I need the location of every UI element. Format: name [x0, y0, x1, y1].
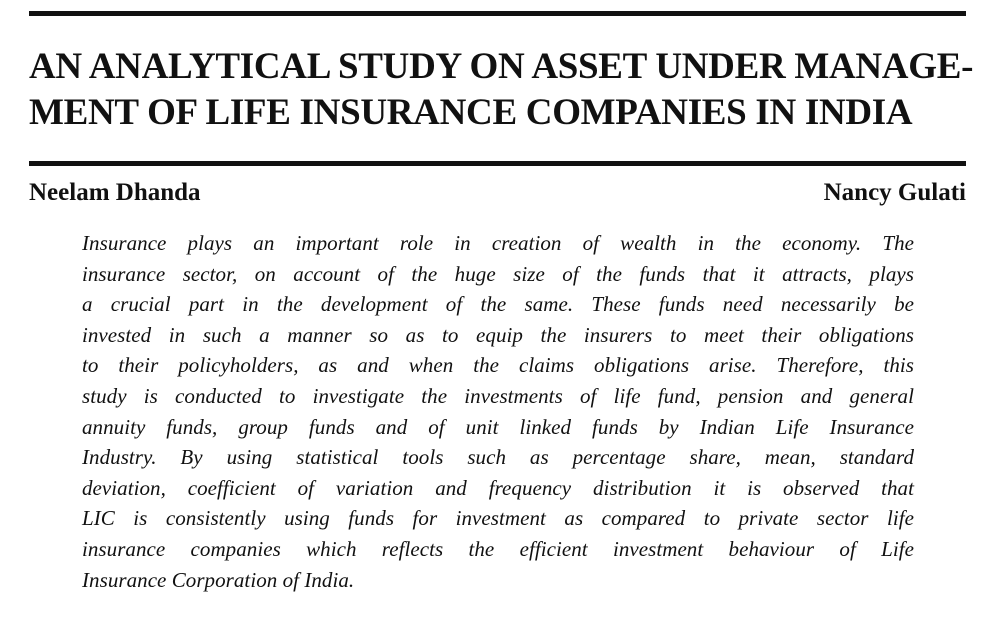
abstract-line: Insurance Corporation of India.	[82, 567, 355, 592]
abstract-line: to their policyholders, as and when the claims obligations arise. Therefore, this	[82, 353, 914, 378]
title-line-1: AN ANALYTICAL STUDY ON ASSET UNDER MANAGE-	[29, 46, 974, 87]
abstract-line: invested in such a manner so as to equip the insurers to meet their obligations	[82, 322, 914, 347]
author-name-left: Neelam Dhanda	[29, 179, 201, 206]
author-name-right: Nancy Gulati	[823, 179, 966, 206]
abstract-line: study is conducted to investigate the investments of life fund, pension and general	[82, 383, 914, 408]
abstract-line: insurance sector, on account of the huge size of the funds that it attracts, plays	[82, 261, 914, 286]
abstract-line: LIC is consistently using funds for investment as compared to private sector life	[82, 506, 914, 531]
abstract-line: insurance companies which reflects the efficient investment behaviour of Life	[82, 536, 914, 561]
abstract-line: deviation, coefficient of variation and frequency distribution it is observed that	[82, 475, 914, 500]
top-rule	[29, 11, 966, 16]
abstract	[82, 228, 914, 595]
title-line-2: MENT OF LIFE INSURANCE COMPANIES IN INDIA	[29, 92, 913, 133]
abstract-line: annuity funds, group funds and of unit linked funds by Indian Life Insurance	[82, 414, 914, 439]
title-bottom-rule	[29, 161, 966, 166]
abstract-line: Industry. By using statistical tools such as percentage share, mean, standard	[82, 445, 914, 470]
abstract-line: Insurance plays an important role in creation of wealth in the economy. The	[82, 231, 914, 255]
paper-title	[29, 44, 974, 136]
author-row	[29, 176, 966, 210]
abstract-line: a crucial part in the development of the same. These funds need necessarily be	[82, 292, 914, 317]
